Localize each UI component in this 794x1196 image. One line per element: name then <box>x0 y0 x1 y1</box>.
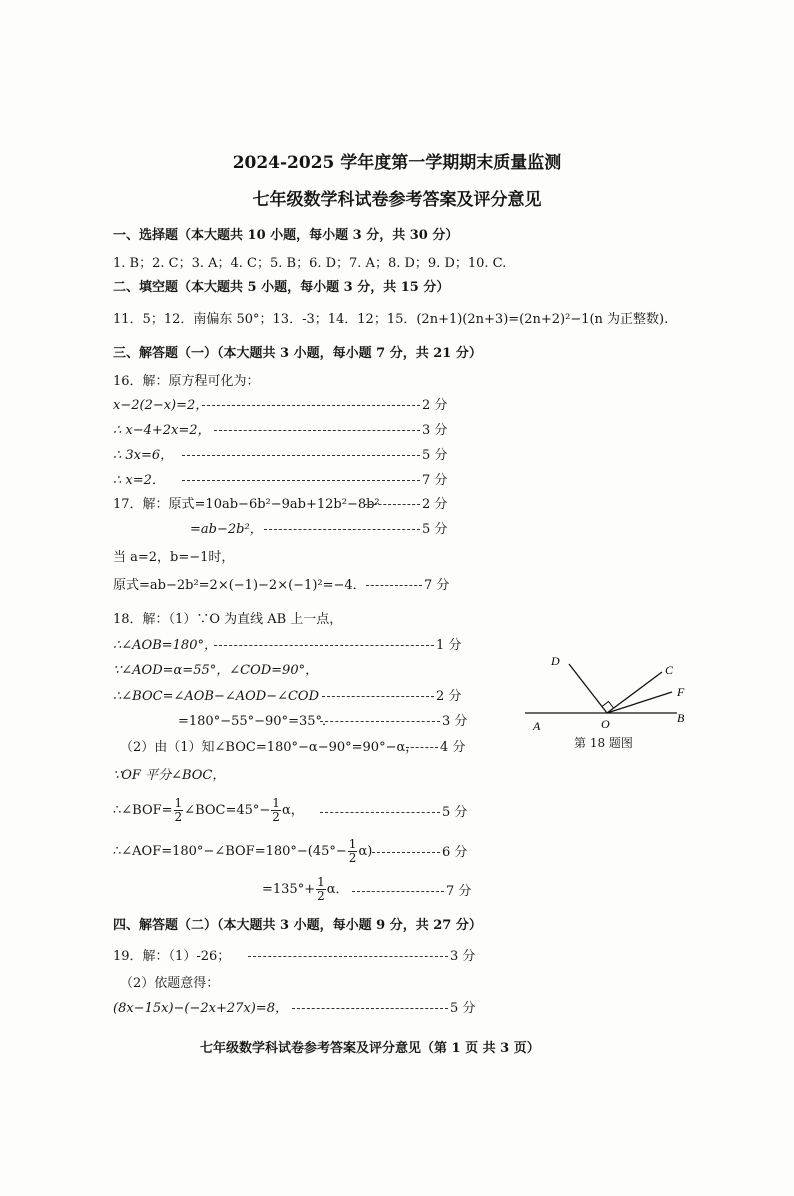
page-footer: 七年级数学科试卷参考答案及评分意见（第 1 页 共 3 页） <box>200 1041 540 1056</box>
doc-subtitle: 七年级数学科试卷参考答案及评分意见 <box>252 190 542 210</box>
ray-oc <box>607 672 662 713</box>
fraction-denominator: 2 <box>317 889 325 903</box>
q18-line-9 <box>113 838 372 865</box>
q18-line-1: 18．解：（1）∵O 为直线 AB 上一点， <box>113 612 343 627</box>
q18-line-3: ∵∠AOD=α=55°，∠COD=90°， <box>113 663 319 678</box>
fraction-denominator: 2 <box>348 851 357 865</box>
score-leader <box>214 430 420 431</box>
score-leader <box>320 812 440 813</box>
q16-score-3: 5 分 <box>422 448 448 463</box>
score-leader <box>366 585 422 586</box>
score-leader <box>182 480 420 481</box>
q18-line-2: ∴∠AOB=180°， <box>113 638 217 653</box>
label-o: O <box>601 717 610 731</box>
fraction-half <box>174 797 184 824</box>
fraction-half <box>348 838 358 865</box>
score-leader <box>292 1008 448 1009</box>
q18-line-8 <box>113 797 304 824</box>
label-d: D <box>551 654 560 668</box>
label-b: B <box>677 711 685 725</box>
q17-score-2: 5 分 <box>422 522 448 537</box>
q19-line-2: （2）依题意得： <box>120 976 220 991</box>
q18-line-8-a: ∴∠BOF= <box>113 803 173 818</box>
q18-line-10-a: =135°+ <box>262 882 316 897</box>
q19-score-3: 5 分 <box>450 1001 476 1016</box>
q16-intro: 16．解：原方程可化为： <box>113 374 260 389</box>
q18-line-7: ∵OF 平分∠BOC， <box>113 768 226 783</box>
section-3-heading: 三、解答题（一）（本大题共 3 小题，每小题 7 分，共 21 分） <box>113 346 482 361</box>
fraction-half <box>316 876 326 903</box>
q18-line-8-c: α， <box>281 803 304 818</box>
q18-line-9-b: α) <box>358 844 373 859</box>
q16-score-4: 7 分 <box>422 473 448 488</box>
score-leader <box>372 852 440 853</box>
q16-score-2: 3 分 <box>422 423 448 438</box>
score-leader <box>264 529 420 530</box>
q18-line-10-b: α． <box>326 882 349 897</box>
q18-line-8-b: ∠BOC=45°− <box>184 803 271 818</box>
score-leader <box>406 747 438 748</box>
fraction-denominator: 2 <box>174 810 183 824</box>
q18-line-6: （2）由（1）知∠BOC=180°−α−90°=90°−α， <box>120 740 419 755</box>
q19-line-1: 19．解：（1）-26； <box>113 949 231 964</box>
q18-score-2: 1 分 <box>436 638 462 653</box>
q18-line-5: =180°−55°−90°=35°． <box>178 714 336 729</box>
q18-score-5: 3 分 <box>442 714 468 729</box>
q18-line-10 <box>262 876 349 903</box>
fraction-numerator: 1 <box>272 796 280 810</box>
section-2-heading: 二、填空题（本大题共 5 小题，每小题 3 分，共 15 分） <box>113 280 450 295</box>
q17-line-2: =ab−2b²， <box>190 522 263 537</box>
fraction-half <box>271 797 281 824</box>
fraction-numerator: 1 <box>174 796 183 810</box>
q18-score-9: 6 分 <box>442 845 468 860</box>
score-leader <box>322 696 434 697</box>
q19-score-1: 3 分 <box>450 949 476 964</box>
q17-score-1: 2 分 <box>422 497 448 512</box>
score-leader <box>352 891 444 892</box>
q16-step-2: ∴ x−4+2x=2， <box>113 423 211 438</box>
fraction-numerator: 1 <box>348 837 357 851</box>
figure-18 <box>525 650 705 734</box>
doc-title: 2024-2025 学年度第一学期期末质量监测 <box>232 153 562 173</box>
ray-of <box>607 692 672 713</box>
fraction-denominator: 2 <box>272 810 280 824</box>
score-leader <box>320 721 440 722</box>
label-f: F <box>677 685 685 699</box>
q18-score-8: 5 分 <box>442 805 468 820</box>
q18-line-9-a: ∴∠AOF=180°−∠BOF=180°−(45°− <box>113 844 347 859</box>
q17-line-3: 当 a=2，b=−1时， <box>113 550 235 565</box>
q17-score-4: 7 分 <box>424 578 450 593</box>
q18-line-4: ∴∠BOC=∠AOB−∠AOD−∠COD <box>113 689 320 704</box>
fraction-numerator: 1 <box>317 875 325 889</box>
q18-score-10: 7 分 <box>446 884 472 899</box>
q18-score-6: 4 分 <box>440 740 466 755</box>
q17-line-4: 原式=ab−2b²=2×(−1)−2×(−1)²=−4． <box>113 578 366 593</box>
label-c: C <box>665 663 674 677</box>
section-1-heading: 一、选择题（本大题共 10 小题，每小题 3 分，共 30 分） <box>113 228 459 243</box>
score-leader <box>182 455 420 456</box>
section-4-heading: 四、解答题（二）（本大题共 3 小题，每小题 9 分，共 27 分） <box>113 918 482 933</box>
q16-step-1: x−2(2−x)=2， <box>113 398 209 413</box>
right-angle-mark <box>602 702 614 709</box>
score-leader <box>364 504 420 505</box>
score-leader <box>202 405 420 406</box>
score-leader <box>248 956 448 957</box>
q16-score-1: 2 分 <box>422 398 448 413</box>
section-2-answers: 11．5；12．南偏东 50°；13．-3；14．12；15．(2n+1)(2n+3)=(2n+2)²−1(n 为正整数). <box>113 312 669 327</box>
figure-caption: 第 18 题图 <box>574 736 633 750</box>
q16-step-3: ∴ 3x=6， <box>113 448 174 463</box>
q18-score-4: 2 分 <box>436 689 462 704</box>
ray-od <box>569 664 607 713</box>
section-1-answers: 1. B；2. C；3. A；4. C；5. B；6. D；7. A；8. D；9. D；10. C. <box>113 256 507 271</box>
q16-step-4: ∴ x=2． <box>113 473 165 488</box>
q19-line-3: (8x−15x)−(−2x+27x)=8， <box>113 1001 288 1016</box>
q17-line-1: 17．解：原式=10ab−6b²−9ab+12b²−8b² <box>113 497 380 512</box>
label-a: A <box>533 719 541 733</box>
score-leader <box>214 645 434 646</box>
